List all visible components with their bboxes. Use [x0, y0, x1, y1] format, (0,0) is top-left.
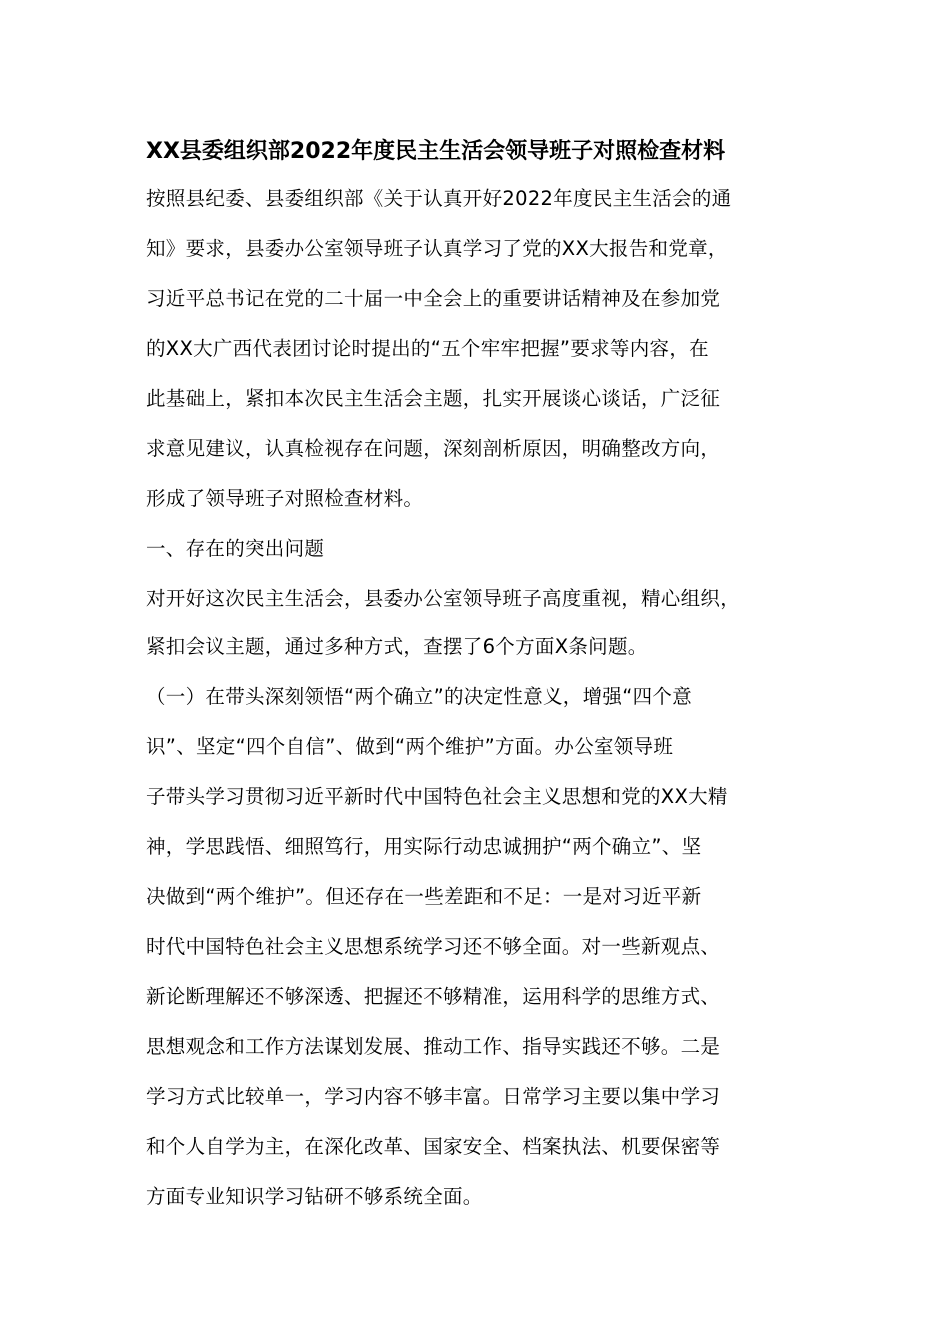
text-line: 对开好这次民主生活会，县委办公室领导班子高度重视，精心组织， [146, 587, 741, 610]
text-line: 按照县纪委、县委组织部《关于认真开好2022年度民主生活会的通 [146, 187, 732, 210]
text-line: 思想观念和工作方法谋划发展、推动工作、指导实践还不够。二是 [146, 1035, 721, 1058]
text-line: 子带头学习贯彻习近平新时代中国特色社会主义思想和党的XX大精 [146, 785, 728, 808]
text-line: 形成了领导班子对照检查材料。 [146, 487, 424, 510]
text-line: 求意见建议，认真检视存在问题，深刻剖析原因，明确整改方向， [146, 437, 721, 460]
text-line: 新论断理解还不够深透、把握还不够精准，运用科学的思维方式、 [146, 985, 721, 1008]
text-line: 识”、坚定“四个自信”、做到“两个维护”方面。办公室领导班 [146, 735, 674, 758]
text-line: 神，学思践悟、细照笃行，用实际行动忠诚拥护“两个确立”、坚 [146, 835, 702, 858]
text-line: 和个人自学为主，在深化改革、国家安全、档案执法、机要保密等 [146, 1135, 721, 1158]
text-line: 决做到“两个维护”。但还存在一些差距和不足：一是对习近平新 [146, 885, 702, 908]
text-line: 习近平总书记在党的二十届一中全会上的重要讲话精神及在参加党 [146, 287, 721, 310]
text-line: 时代中国特色社会主义思想系统学习还不够全面。对一些新观点、 [146, 935, 721, 958]
text-line: 紧扣会议主题，通过多种方式，查摆了6个方面X条问题。 [146, 635, 648, 658]
document-title: XX县委组织部2022年度民主生活会领导班子对照检查材料 [146, 139, 726, 164]
text-line: 此基础上，紧扣本次民主生活会主题，扎实开展谈心谈话，广泛征 [146, 387, 721, 410]
text-line: （一）在带头深刻领悟“两个确立”的决定性意义，增强“四个意 [146, 685, 693, 708]
text-line: 方面专业知识学习钻研不够系统全面。 [146, 1185, 483, 1208]
text-line: 知》要求，县委办公室领导班子认真学习了党的XX大报告和党章， [146, 237, 728, 260]
section-heading: 一、存在的突出问题 [146, 537, 325, 560]
text-line: 学习方式比较单一，学习内容不够丰富。日常学习主要以集中学习 [146, 1085, 721, 1108]
text-line: 的XX大广西代表团讨论时提出的“五个牢牢把握”要求等内容，在 [146, 337, 709, 360]
